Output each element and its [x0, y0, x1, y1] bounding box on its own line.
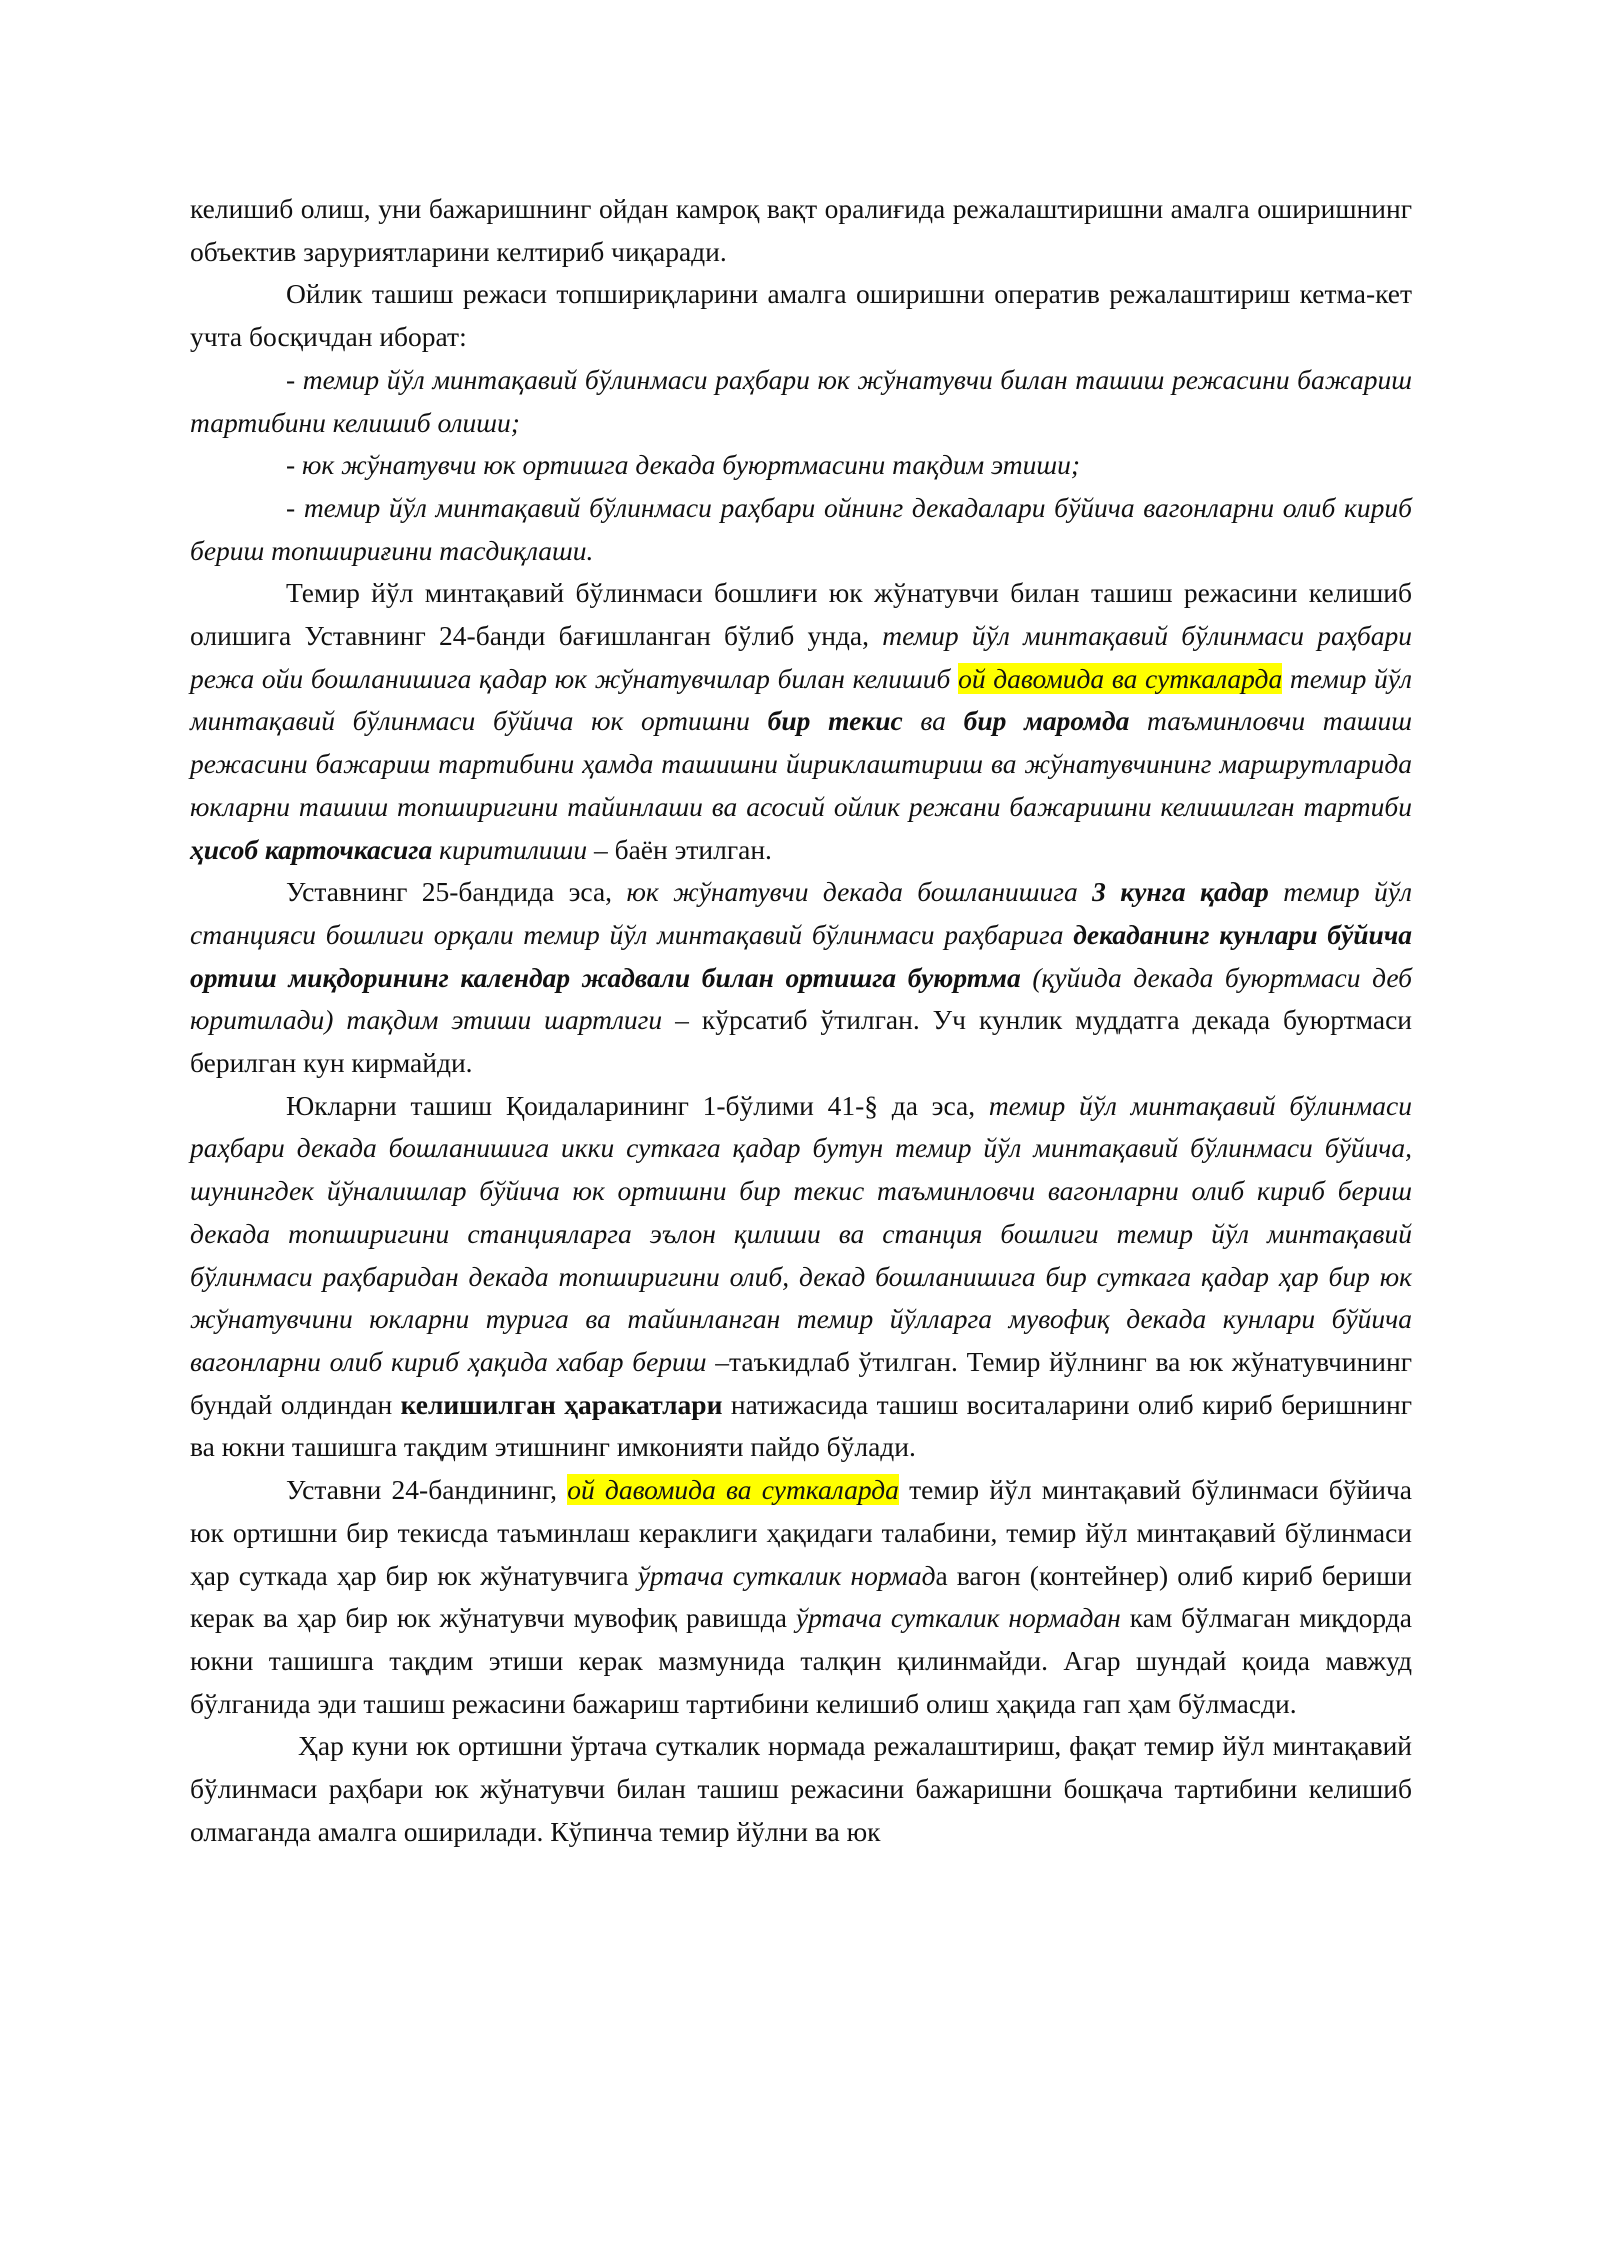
paragraph-3-italic: ва: [902, 705, 964, 737]
paragraph-2-text: Ойлик ташиш режаси топшириқларини амалга оширишни оператив режалаштириш кетма-кет учта босқичдан иборат:: [190, 278, 1412, 353]
paragraph-3-italic: киритилиши: [432, 833, 588, 865]
document-page: [190, 188, 1412, 1853]
highlighted-phrase: ой давомида ва суткаларда: [958, 662, 1283, 694]
paragraph-5-plain: Юкларни ташиш Қоидаларининг 1-бўлими 41-§ да эса,: [286, 1089, 989, 1121]
paragraph-6-plain: кам бўлмаган миқдорда юкни ташишга тақдим этиши керак мазмунида талқин қилинмайди. Агар шундай қоида мавжуд бўлганида эди ташиш режасини бажариш тартибини келишиб олиш ҳақида гап ҳам бўлмасди.: [190, 1602, 1412, 1719]
paragraph-6: [190, 1469, 1412, 1725]
paragraph-1-text: келишиб олиш, уни бажаришнинг ойдан камроқ вақт оралиғида режалаштиришни амалга оширишнинг объектив заруриятларини келтириб чиқаради.: [190, 193, 1412, 267]
paragraph-3-plain: Темир йўл минтақавий бўлинмаси бошлиғи юк жўнатувчи билан ташиш режасини келишиб олишига Уставнинг 24-банди бағишланган бўлиб унда,: [190, 577, 1412, 652]
paragraph-3-italic: темир йўл минтақавий бўлинмаси раҳбари режа ойи бошланишига қадар юк жўнатувчилар билан келишиб: [190, 620, 1412, 694]
paragraph-4: [190, 871, 1412, 1085]
paragraph-6-plain: темир йўл минтақавий бўлинмаси бўйича юк ортишни бир текисда таъминлаш кераклиги ҳақидаги талабини, темир йўл минтақавий бўлинмаси ҳар суткада ҳар бир юк жўнатувчига: [190, 1474, 1412, 1591]
paragraph-5: [190, 1085, 1412, 1469]
paragraph-4-plain: – кўрсатиб ўтилган. Уч кунлик муддатга декада буюртмаси берилган кун кирмайди.: [190, 1004, 1412, 1079]
highlighted-phrase: ой давомида ва суткаларда: [567, 1474, 899, 1506]
paragraph-6-plain: а вагон (контейнер) олиб кириб бериши керак ва ҳар бир юк жўнатувчи мувофиқ равишда: [190, 1559, 1412, 1634]
list-item-3: [190, 487, 1412, 572]
list-item-3-text: - темир йўл минтақавий бўлинмаси раҳбари ойнинг декадалари бўйича вагонларни олиб кириб бериш топшириғини тасдиқлаши.: [190, 491, 1412, 566]
paragraph-1: [190, 188, 1412, 273]
paragraph-5-plain: –таъкидлаб ўтилган. Темир йўлнинг ва юк жўнатувчининг бундай олдиндан: [190, 1345, 1412, 1420]
paragraph-6-plain: Уставни 24-бандининг,: [286, 1474, 568, 1506]
paragraph-4-italic: (қуйида декада буюртмаси деб юритилади) тақдим этиши шартлиги: [190, 961, 1412, 1036]
paragraph-3: [190, 572, 1412, 871]
paragraph-4-italic: темир йўл станцияси бошлиги орқали темир йўл минтақавий бўлинмаси раҳбарига: [190, 876, 1412, 950]
list-item-2-text: - юк жўнатувчи юк ортишга декада буюртмасини тақдим этиши;: [286, 449, 1081, 481]
paragraph-7: [190, 1725, 1412, 1853]
emphasis-bold: бир маромда: [963, 705, 1130, 737]
paragraph-7-text: Ҳар куни юк ортишни ўртача суткалик нормада режалаштириш, фақат темир йўл минтақавий бўлинмаси раҳбари юк жўнатувчи билан ташиш режасини бажаришни бошқача тартибини келишиб олмаганда амалга оширилади. Кўпинча темир йўлни ва юк: [190, 1730, 1412, 1847]
paragraph-3-plain: – баён этилган.: [587, 833, 772, 865]
paragraph-4-plain: Уставнинг 25-бандида эса,: [286, 876, 627, 908]
paragraph-6-italic: ўртача суткалик нормадан: [795, 1602, 1121, 1634]
paragraph-5-italic: темир йўл минтақавий бўлинмаси раҳбари декада бошланишига икки суткага қадар бутун темир йўл минтақавий бўлинмаси бўйича, шунингдек йўналишлар бўйича юк ортишни бир текис таъминловчи вагонларни олиб кириб бериш декада топширигини станцияларга эълон қилиши ва станция бошлиги темир йўл минтақавий бўлинмаси раҳбаридан декада топширигини олиб, декад бошланишига бир суткага қадар ҳар бир юк жўнатувчини юкларни турига ва тайинланган темир йўлларга мувофиқ декада кунлари бўйича вагонларни олиб кириб ҳақида хабар бериш: [190, 1089, 1412, 1377]
paragraph-4-italic: юк жўнатувчи декада бошланишига: [626, 876, 1093, 908]
paragraph-5-plain: натижасида ташиш воситаларини олиб кириб беришнинг ва юкни ташишга тақдим этишнинг имконияти пайдо бўлади.: [190, 1388, 1412, 1463]
emphasis-bold: бир текис: [767, 705, 903, 737]
emphasis-bold: келишилган ҳаракатлари: [400, 1388, 723, 1420]
paragraph-6-italic: ўртача суткалик нормад: [637, 1559, 936, 1591]
paragraph-3-italic: темир йўл минтақавий бўлинмаси бўйича юк ортишни: [190, 662, 1412, 737]
emphasis-bold: 3 кунга қадар: [1092, 876, 1269, 908]
list-item-2: [190, 444, 1412, 487]
emphasis-bold: декаданинг кунлари бўйича ортиш миқдорининг календар жадвали билан ортишга буюртма: [190, 918, 1413, 993]
list-item-1: [190, 359, 1412, 444]
paragraph-3-italic: таъминловчи ташиш режасини бажариш тартибини ҳамда ташишни йириклаштириш ва жўнатувчининг маршрутларида юкларни ташиш топширигини тайинлаши ва асосий ойлик режани бажаришни келишилган тартиби: [190, 705, 1412, 822]
list-item-1-text: - темир йўл минтақавий бўлинмаси раҳбари юк жўнатувчи билан ташиш режасини бажариш тартибини келишиб олиши;: [190, 363, 1412, 438]
paragraph-2: [190, 273, 1412, 358]
emphasis-bold: ҳисоб карточкасига: [190, 833, 433, 865]
